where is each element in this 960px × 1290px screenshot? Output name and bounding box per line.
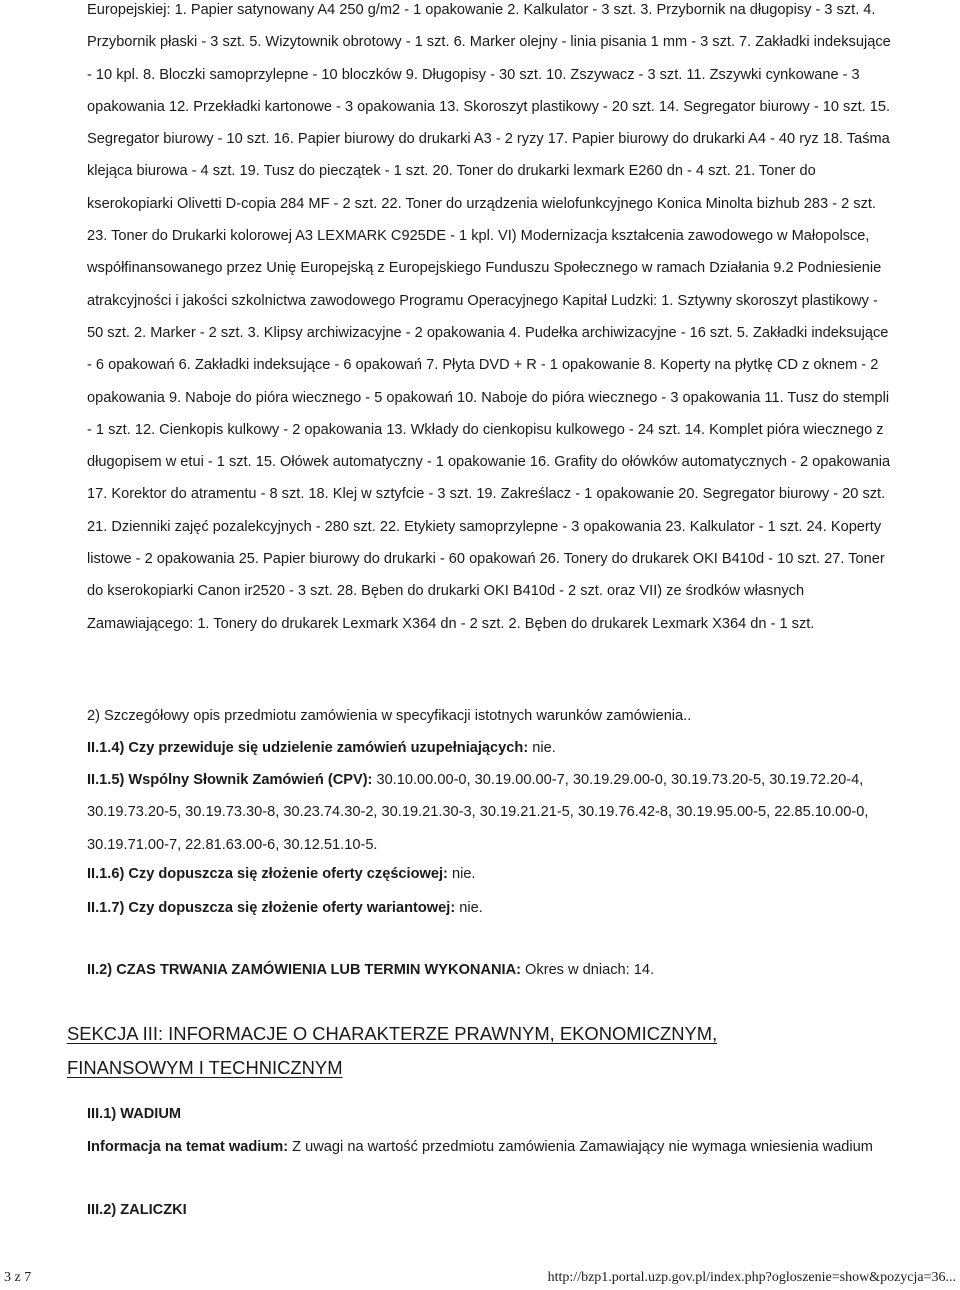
page-number: 3 z 7 — [4, 1270, 32, 1285]
items-list-paragraph: Europejskiej: 1. Papier satynowany A4 250 g/m2 - 1 opakowanie 2. Kalkulator - 3 szt. 3. Przybornik na długopisy - 3 szt. 4. Przybornik płaski - 3 szt. 5. Wizytownik obrotowy - 1 szt. 6. Marker olejny - linia pisania 1 mm - 3 szt. 7. Zakładki indeksujące - 10 kpl. 8. Bloczki samoprzylepne - 10 bloczków 9. Długopisy - 30 szt. 10. Zszywacz - 3 szt. 11. Zszywki cynkowane - 3 opakowania 12. Przekładki kartonowe - 3 opakowania 13. Skoroszyt plastikowy - 20 szt. 14. Segregator biurowy - 10 szt. 15. Segregator biurowy - 10 szt. 16. Papier biurowy do drukarki A3 - 2 ryzy 17. Papier biurowy do drukarki A4 - 40 ryz 18. Taśma klejąca biurowa - 4 szt. 19. Tusz do pieczątek - 1 szt. 20. Toner do drukarki lexmark E260 dn - 4 szt. 21. Toner do kserokopiarki Olivetti D-copia 284 MF - 2 szt. 22. Toner do urządzenia wielofunkcyjnego Konica Minolta bizhub 283 - 2 szt. 23. Toner do Drukarki kolorowej A3 LEXMARK C925DE - 1 kpl. VI) Modernizacja kształcenia zawodowego w Małopolsce, współfinansowanego przez Unię Europejską z Europejskiego Funduszu Społecznego w ramach Działania 9.2 Podniesienie atrakcyjności i jakości szkolnictwa zawodowego Programu Operacyjnego Kapitał Ludzki: 1. Sztywny skoroszyt plastikowy - 50 szt. 2. Marker - 2 szt. 3. Klipsy archiwizacyjne - 2 opakowania 4. Pudełka archiwizacyjne - 16 szt. 5. Zakładki indeksujące - 6 opakowań 6. Zakładki indeksujące - 6 opakowań 7. Płyta DVD + R - 1 opakowanie 8. Koperty na płytkę CD z oknem - 2 opakowania 9. Naboje do pióra wiecznego - 5 opakowań 10. Naboje do pióra wiecznego - 3 opakowania 11. Tusz do stempli - 1 szt. 12. Cienkopis kulkowy - 2 opakowania 13. Wkłady do cienkopisu kulkowego - 24 szt. 14. Komplet pióra wiecznego z długopisem w etui - 1 szt. 15. Ołówek automatyczny - 1 opakowanie 16. Grafity do ołówków automatycznych - 2 opakowania 17. Korektor do atramentu - 8 szt. 18. Klej w sztyfcie - 3 szt. 19. Zakreślacz - 1 opakowanie 20. Segregator biurowy - 20 szt. 21. Dzienniki zajęć pozalekcyjnych - 280 szt. 22. Etykiety samoprzylepne - 3 opakowania 23. Kalkulator - 1 szt. 24. Koperty listowe - 2 opakowania 25. Papier biurowy do drukarki - 60 opakowań 26. Tonery do drukarek OKI B410d - 10 szt. 27. Toner do kserokopiarki Canon ir2520 - 3 szt. 28. Bęben do drukarki OKI B410d - 2 szt. oraz VII) ze środków własnych Zamawiającego: 1. Tonery do drukarek Lexmark X364 dn - 2 szt. 2. Bęben do drukarek Lexmark X364 dn - 1 szt. — [87, 2, 891, 632]
field-label: II.1.5) Wspólny Słownik Zamówień (CPV): — [87, 772, 373, 788]
page-url: http://bzp1.portal.uzp.gov.pl/index.php?ogloszenie=show&pozycja=36... — [547, 1270, 956, 1285]
field-ii-1-5-cpv — [87, 764, 895, 861]
field-ii-1-4 — [87, 732, 895, 764]
iii-2-heading: III.2) ZALICZKI — [87, 1202, 187, 1218]
field-value: nie. — [447, 866, 476, 882]
field-value: nie. — [528, 740, 556, 756]
section-3-title-text: SEKCJA III: INFORMACJE O CHARAKTERZE PRAWNYM, EKONOMICZNYM, FINANSOWYM I TECHNICZNYM — [67, 1023, 718, 1078]
iii-1-heading: III.1) WADIUM — [87, 1106, 182, 1122]
field-label: II.1.7) Czy dopuszcza się złożenie oferty wariantowej: — [87, 900, 456, 916]
field-ii-2 — [87, 954, 895, 986]
field-value: 30.10.00.00-0, 30.19.00.00-7, 30.19.29.00-0, 30.19.73.20-5, 30.19.72.20-4, 30.19.73.20-5, 30.19.73.30-8, 30.23.74.30-2, 30.19.21.30-3, 30.19.21.21-5, 30.19.76.42-8, 30.19.95.00-5, 22.85.10.00-0, 30.19.71.00-7, 22.81.63.00-6, 30.12.51.10-5. — [87, 772, 869, 853]
field-label: Informacja na temat wadium: — [87, 1139, 289, 1155]
field-value: nie. — [455, 900, 483, 916]
field-label: II.2) CZAS TRWANIA ZAMÓWIENIA LUB TERMIN WYKONANIA: — [87, 962, 521, 978]
field-ii-1-6 — [87, 858, 895, 890]
field-label: II.1.4) Czy przewiduje się udzielenie zamówień uzupełniających: — [87, 740, 529, 756]
field-iii-1-info — [87, 1131, 895, 1163]
detail-description: 2) Szczegółowy opis przedmiotu zamówienia w specyfikacji istotnych warunków zamówienia.. — [87, 708, 692, 724]
field-ii-1-7 — [87, 892, 895, 924]
field-label: II.1.6) Czy dopuszcza się złożenie oferty częściowej: — [87, 866, 448, 882]
field-value: Okres w dniach: 14. — [521, 962, 655, 978]
field-value: Z uwagi na wartość przedmiotu zamówienia Zamawiający nie wymaga wniesienia wadium — [288, 1139, 873, 1155]
section-3-title — [67, 1017, 807, 1085]
